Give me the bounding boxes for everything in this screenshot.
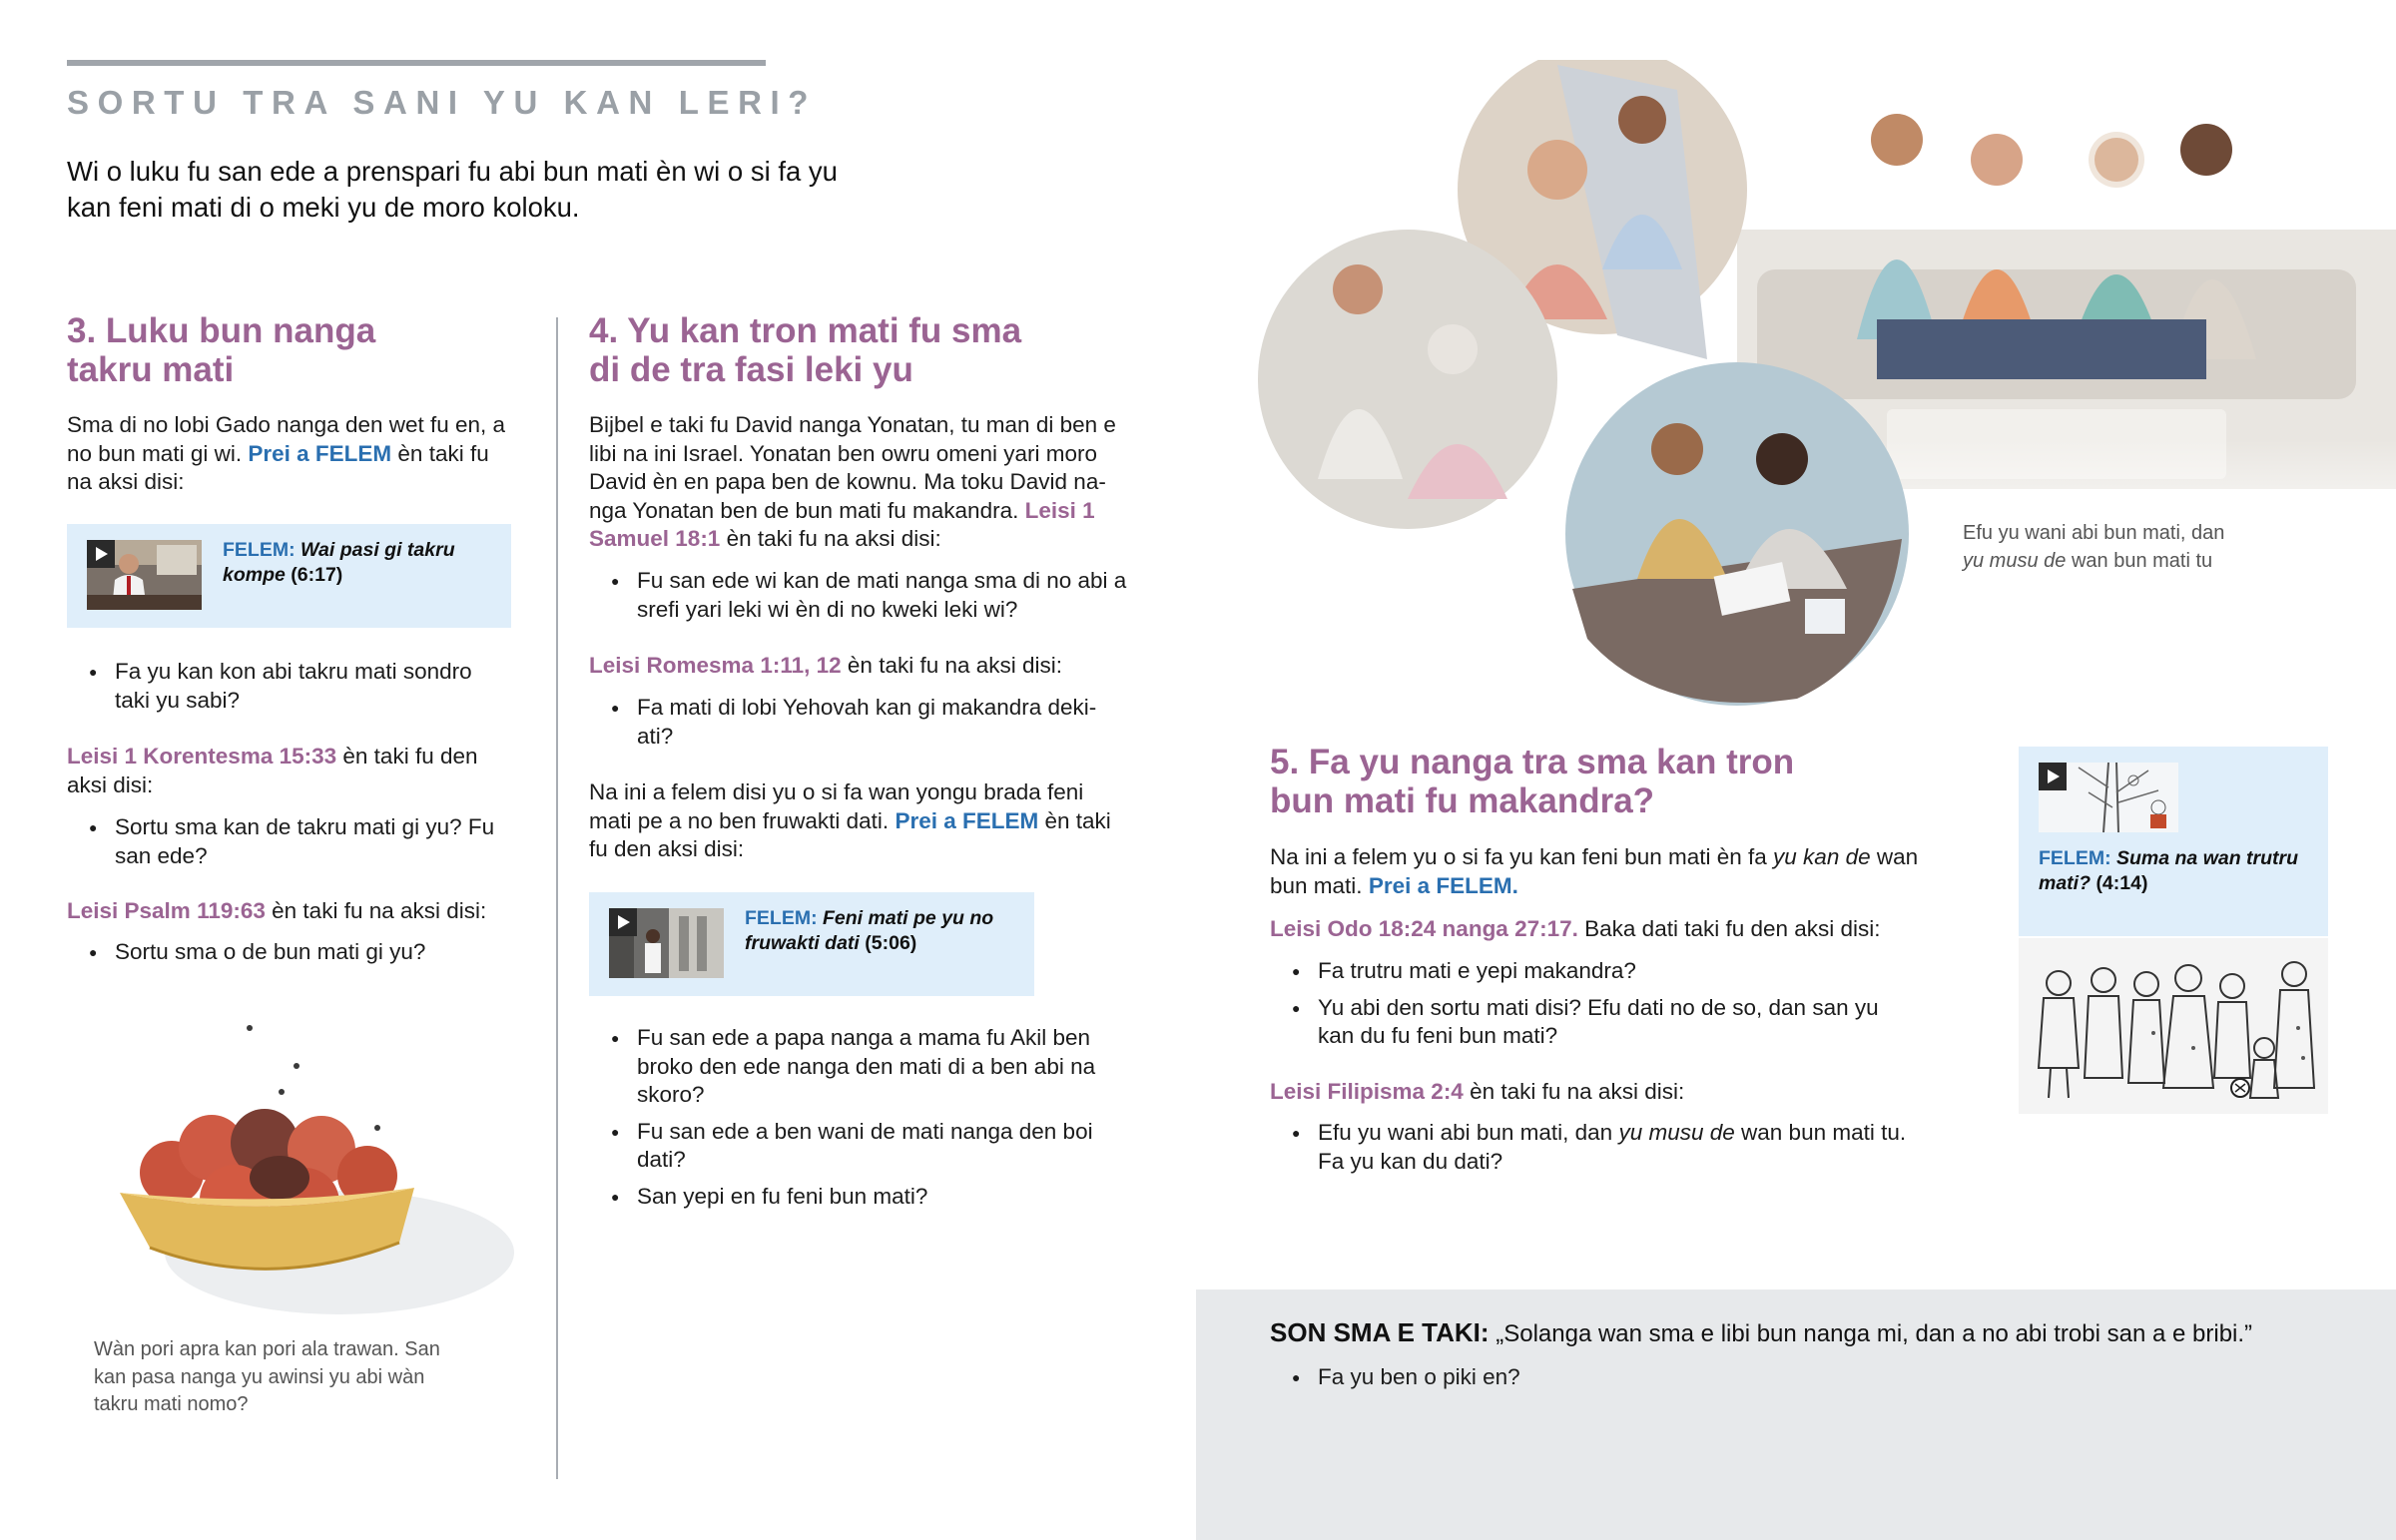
son-sma-text bbox=[1270, 1317, 2368, 1349]
col1-paragraph bbox=[67, 411, 516, 497]
video-2-label: FELEM: bbox=[745, 907, 818, 929]
intro-text: Wi o luku fu san ede a prenspari fu abi bun mati èn wi o si fa yu kan feni mati di o meki yu de moro koloku. bbox=[67, 156, 838, 223]
son-sma-quote: „Solanga wan sma e libi bun nanga mi, dan a no abi trobi san a e bribi.” bbox=[1496, 1320, 2253, 1347]
col2-questions-1 bbox=[589, 567, 1128, 632]
photo-caption bbox=[1963, 520, 2282, 575]
video-1-label: FELEM: bbox=[223, 539, 296, 561]
bullet-text-italic: yu musu de bbox=[1618, 1120, 1735, 1145]
section-title: SORTU TRA SANI YU KAN LERI? bbox=[67, 84, 818, 121]
list-item: ● Fa trutru mati e yepi makandra? bbox=[1270, 957, 1909, 986]
video-3-title: Suma na wan trutru mati? bbox=[2039, 847, 2299, 894]
play-icon bbox=[2039, 763, 2067, 790]
video-card-1[interactable] bbox=[67, 524, 511, 628]
col3-read1-tail: Baka dati taki fu den aksi disi: bbox=[1584, 916, 1881, 941]
video-card-3[interactable] bbox=[2019, 747, 2328, 936]
video-1-duration: (6:17) bbox=[291, 564, 343, 586]
col3-read-1 bbox=[1270, 915, 1969, 944]
col1-questions-1 bbox=[67, 658, 506, 723]
video-thumbnail-2[interactable] bbox=[609, 908, 724, 978]
col2-para1-tail: èn taki fu na aksi disi: bbox=[726, 526, 941, 551]
col1-para-text: Sma di no lobi Gado nanga den wet fu en, a no bun mati gi wi. bbox=[67, 412, 506, 466]
elderly-care-photo bbox=[1258, 230, 1557, 529]
top-rule bbox=[67, 60, 766, 66]
list-item: ● Fa yu ben o piki en? bbox=[1270, 1363, 2069, 1392]
video-3-text bbox=[2039, 846, 2313, 896]
list-item: ● Fu san ede a papa nanga a mama fu Akil ben broko den ede nanga den mati di a ben abi na skoro? bbox=[589, 1024, 1108, 1110]
col3-questions-2 bbox=[1270, 1119, 1929, 1184]
list-item: ● San yepi en fu feni bun mati? bbox=[589, 1183, 1108, 1212]
video-3-label: FELEM: bbox=[2039, 847, 2111, 869]
heading-3-line1: 3. Luku bun nanga bbox=[67, 311, 376, 350]
col2-paragraph-1 bbox=[589, 411, 1128, 554]
video-2-duration: (5:06) bbox=[865, 932, 917, 954]
heading-5-line1: 5. Fa yu nanga tra sma kan tron bbox=[1270, 743, 1795, 781]
col2-questions-3 bbox=[589, 1024, 1108, 1219]
list-item: ● Fa mati di lobi Yehovah kan gi makandra deki-ati? bbox=[589, 694, 1128, 751]
play-video-link[interactable]: Prei a FELEM. bbox=[1368, 872, 1518, 898]
col2-para2-text: Na ini a felem disi yu o si fa wan yongu brada feni mati pe a no ben fruwakti dati. bbox=[589, 779, 1084, 833]
apple-caption: Wàn pori apra kan pori ala trawan. San kan pasa nanga yu awinsi yu abi wàn takru mati nomo? bbox=[94, 1338, 440, 1415]
photo-caption-line1: Efu yu wani abi bun mati, dan bbox=[1963, 522, 2225, 544]
heading-4-line1: 4. Yu kan tron mati fu sma bbox=[589, 311, 1022, 350]
list-item: ● Sortu sma kan de takru mati gi yu? Fu san ede? bbox=[67, 813, 506, 870]
col1-read-2 bbox=[67, 897, 536, 926]
heading-5 bbox=[1270, 743, 1794, 820]
scripture-link-psalm[interactable]: Leisi Psalm 119:63 bbox=[67, 898, 266, 923]
col3-para-tail: wan bun mati. bbox=[1270, 844, 1919, 898]
bullet-text-a: Efu yu wani abi bun mati, dan bbox=[1318, 1120, 1613, 1145]
video-1-text bbox=[223, 538, 492, 588]
scripture-link-1sam[interactable]: Leisi 1 Samuel 18:1 bbox=[589, 497, 1095, 551]
scripture-link-philippians[interactable]: Leisi Filipisma 2:4 bbox=[1270, 1079, 1464, 1104]
scripture-link-proverbs[interactable]: Leisi Odo 18:24 nanga 27:17. bbox=[1270, 916, 1578, 941]
col2-read-2 bbox=[589, 652, 1128, 681]
col2-questions-2 bbox=[589, 694, 1128, 759]
col3-para-italic: yu kan de bbox=[1773, 844, 1871, 869]
play-icon bbox=[87, 540, 115, 568]
play-video-link[interactable]: Prei a FELEM bbox=[248, 440, 392, 466]
video-thumbnail-1[interactable] bbox=[87, 540, 202, 610]
col3-questions-1 bbox=[1270, 957, 1909, 1059]
col2-read2-tail: èn taki fu na aksi disi: bbox=[847, 653, 1063, 678]
list-item: ● Fu san ede wi kan de mati nanga sma di no abi a srefi yari leki wi èn di no kweki leki wi? bbox=[589, 567, 1128, 624]
heading-5-line2: bun mati fu makandra? bbox=[1270, 781, 1655, 820]
photo-caption-tail: wan bun mati tu bbox=[2071, 549, 2213, 572]
video-1-title: Wai pasi gi takru kompe bbox=[223, 539, 455, 586]
play-icon bbox=[609, 908, 637, 936]
heading-3 bbox=[67, 311, 375, 389]
list-item bbox=[1270, 1119, 1929, 1176]
col3-paragraph bbox=[1270, 843, 1939, 900]
scripture-link-romans[interactable]: Leisi Romesma 1:11, 12 bbox=[589, 653, 842, 678]
col2-paragraph-2 bbox=[589, 778, 1128, 864]
col3-read-2 bbox=[1270, 1078, 1909, 1107]
col1-questions-3 bbox=[67, 938, 506, 975]
list-item: ● Fu san ede a ben wani de mati nanga den boi dati? bbox=[589, 1118, 1108, 1175]
photo-caption-italic: yu musu de bbox=[1963, 549, 2067, 572]
son-sma-questions bbox=[1270, 1363, 2069, 1400]
col2-para2-tail: èn taki fu den aksi disi: bbox=[589, 807, 1111, 861]
video-3-duration: (4:14) bbox=[2096, 872, 2148, 894]
scripture-link-1cor[interactable]: Leisi 1 Korentesma 15:33 bbox=[67, 744, 337, 769]
son-sma-label: SON SMA E TAKI: bbox=[1270, 1317, 1490, 1347]
heading-3-line2: takru mati bbox=[67, 350, 235, 389]
col1-read1-tail: èn taki fu den aksi disi: bbox=[67, 744, 478, 797]
friends-photo-collage bbox=[1238, 60, 2396, 709]
list-item: ● Fa yu kan kon abi takru mati sondro taki yu sabi? bbox=[67, 658, 506, 715]
col1-para-tail: èn taki fu na aksi disi: bbox=[67, 440, 489, 494]
col3-para-text: Na ini a felem yu o si fa yu kan feni bun mati èn fa bbox=[1270, 844, 1767, 869]
play-video-link[interactable]: Prei a FELEM bbox=[895, 807, 1039, 833]
video-2-text bbox=[745, 906, 1019, 956]
list-item: ● Yu abi den sortu mati disi? Efu dati no de so, dan san yu kan du fu feni bun mati? bbox=[1270, 994, 1909, 1051]
video-2-title: Feni mati pe yu no fruwakti dati bbox=[745, 907, 994, 954]
col1-questions-2 bbox=[67, 813, 506, 878]
bullet-text-b: wan bun mati tu. Fa yu kan du dati? bbox=[1318, 1120, 1907, 1174]
video-thumbnail-3[interactable] bbox=[2039, 763, 2178, 832]
heading-4-line2: di de tra fasi leki yu bbox=[589, 350, 913, 389]
heading-4 bbox=[589, 311, 1021, 389]
col1-read-1 bbox=[67, 743, 516, 799]
col2-para1-text: Bijbel e taki fu David nanga Yonatan, tu man di ben e libi na ini Israel. Yonatan ben owru omeni yari moro David èn en papa ben de kownu. Ma toku David nanga Yonatan ben de bun mati fu makandra. bbox=[589, 412, 1116, 523]
people-line-drawing bbox=[2019, 938, 2328, 1114]
col3-read2-tail: èn taki fu na aksi disi: bbox=[1470, 1079, 1685, 1104]
list-item: ● Sortu sma o de bun mati gi yu? bbox=[67, 938, 506, 967]
column-divider bbox=[556, 317, 558, 1479]
col1-read2-tail: èn taki fu na aksi disi: bbox=[272, 898, 487, 923]
video-card-2[interactable] bbox=[589, 892, 1034, 996]
apple-bowl-illustration bbox=[100, 1008, 519, 1327]
